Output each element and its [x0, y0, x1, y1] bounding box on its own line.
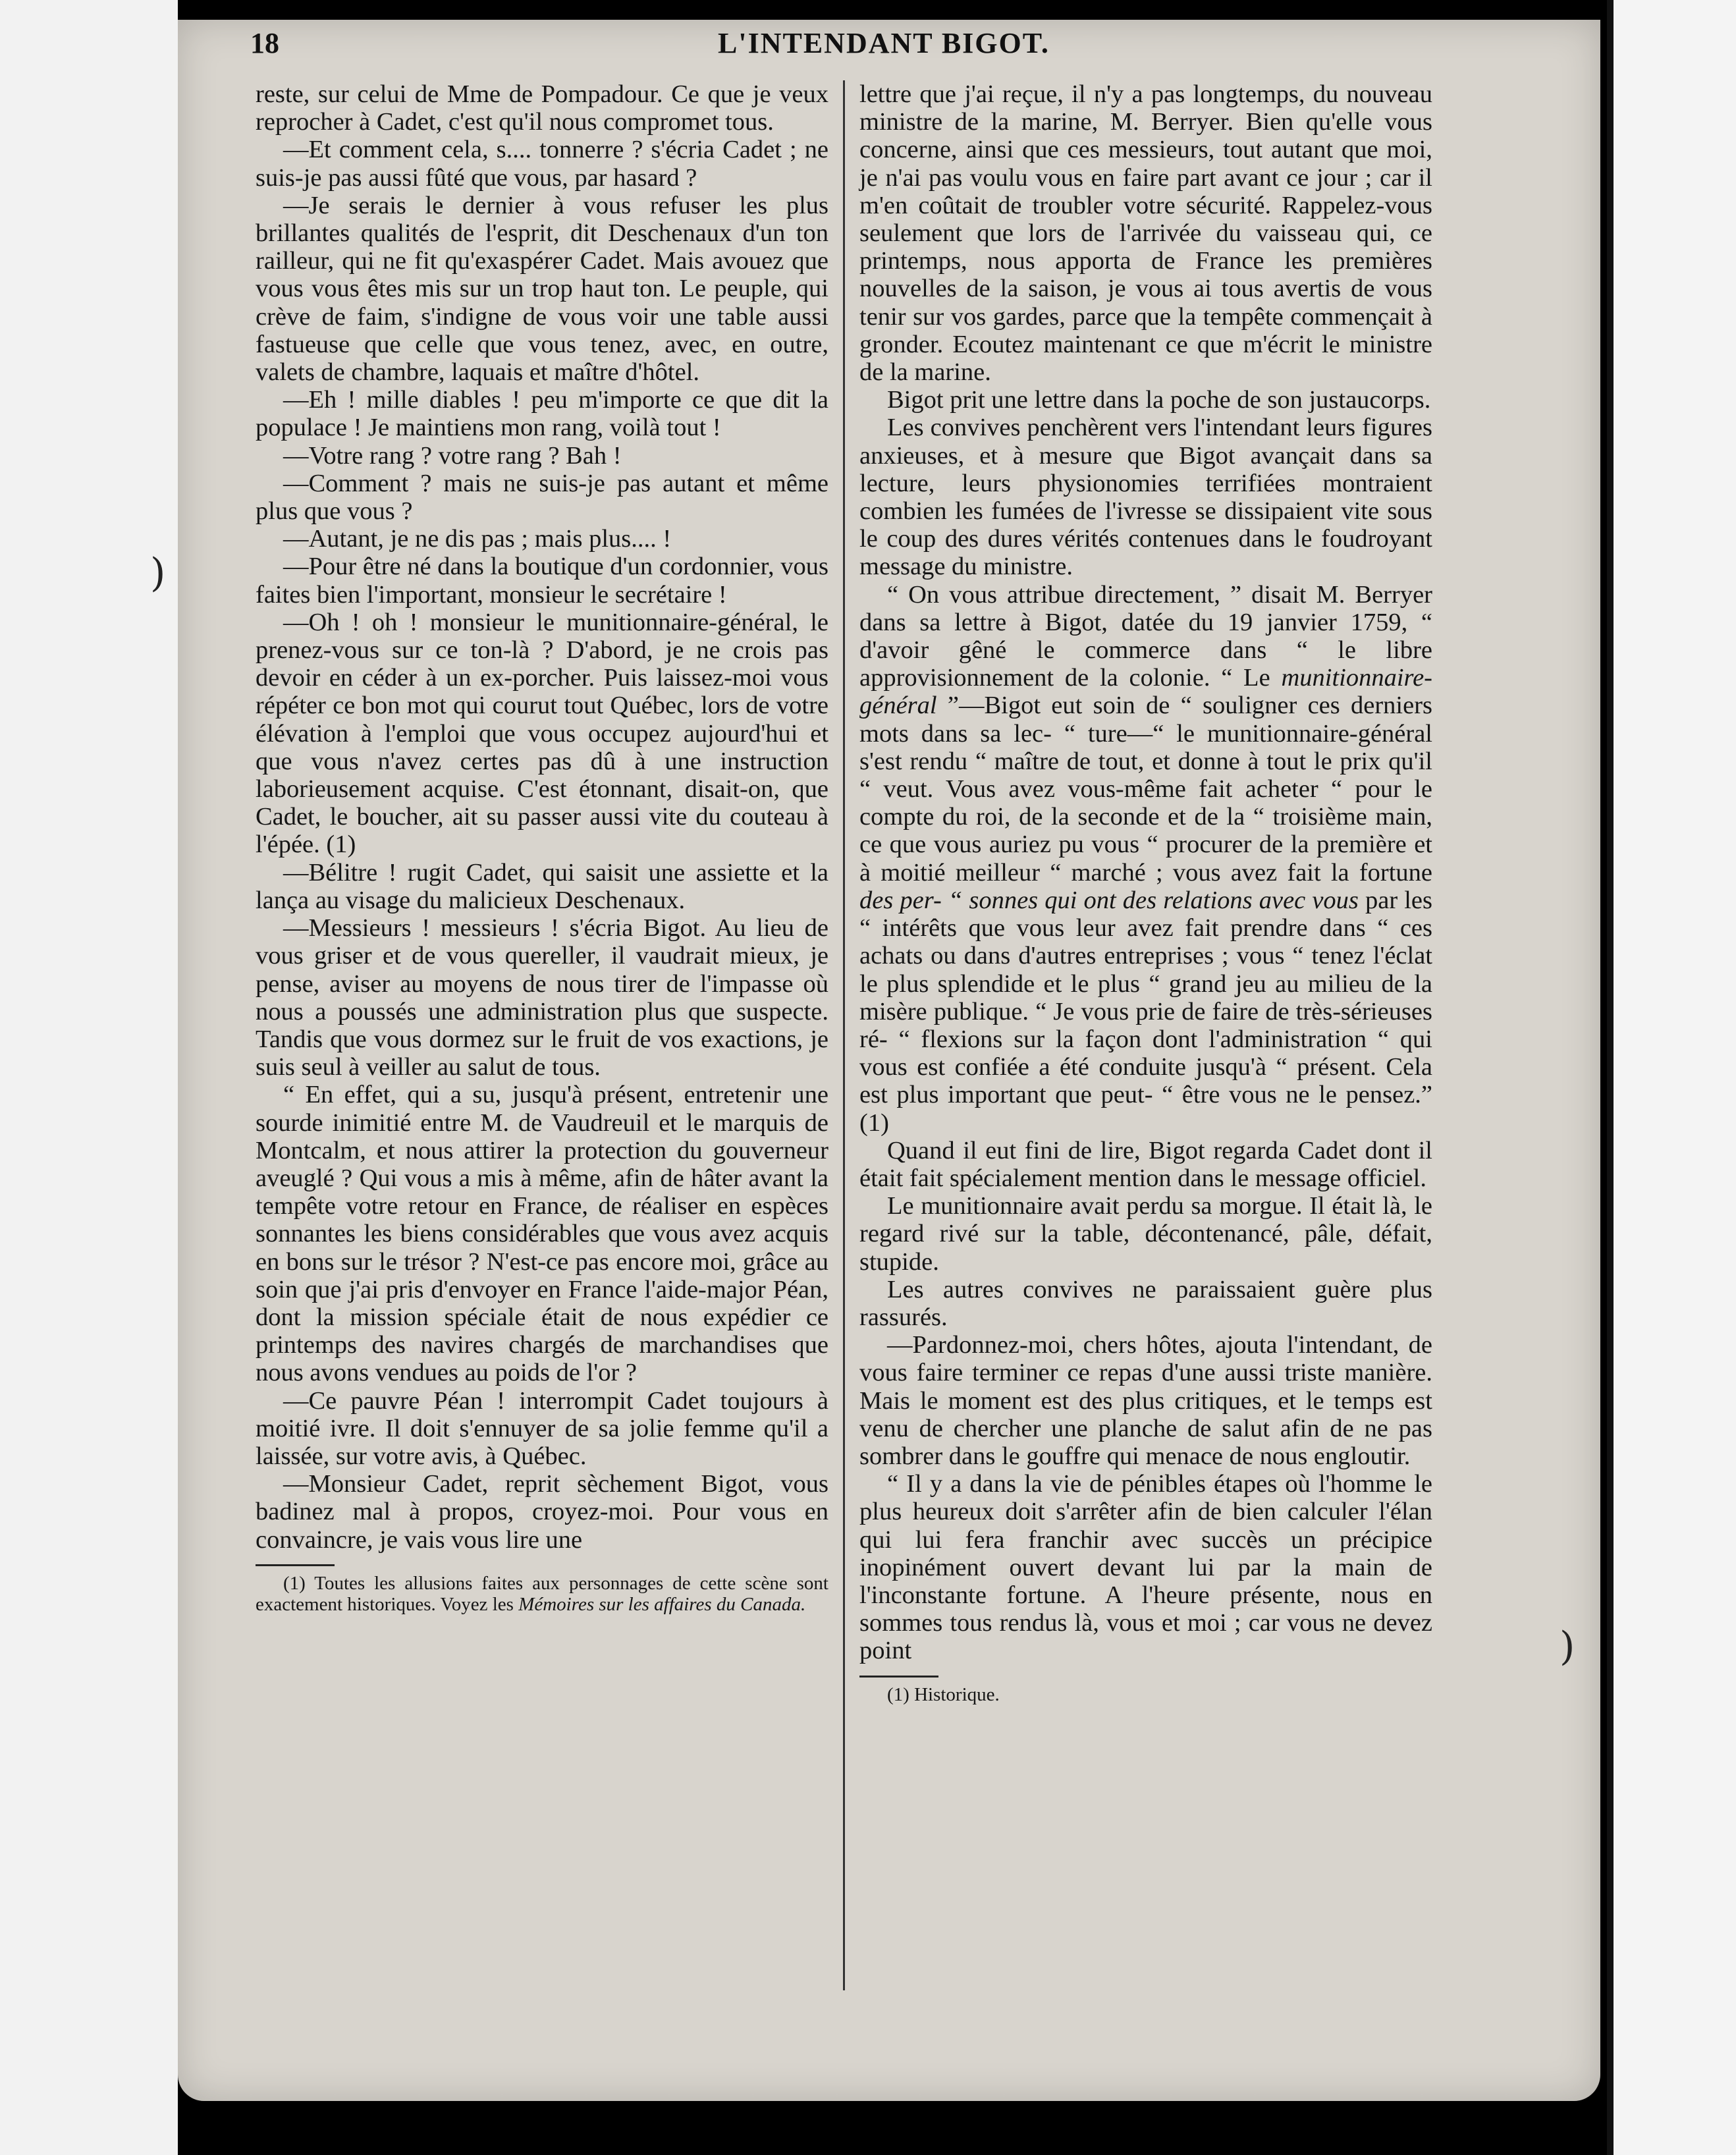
letter-text: par les “ intérêts que vous leur avez fait prendre dans “ ces achats ou dans d'autres entreprises ; vous “ tenez l'éclat le plus splendide et le plus “ grand jeu au milieu de la misère publique. “ Je vous prie de faire de très-sérieuses ré- “ flexions sur la façon dont l'administration “ qui vous est confiée a été conduite jusqu'à “ présent. Cela est plus important que peut- “ être vous ne le pensez.” (1) — [859, 886, 1432, 1137]
ministers-letter — [859, 581, 1432, 1137]
paragraph: reste, sur celui de Mme de Pompadour. Ce que je veux reprocher à Cadet, c'est qu'il nous compromet tous. — [256, 80, 828, 136]
right-edge-line — [1607, 0, 1614, 2155]
footnote-italic: Mémoires sur les affaires du Canada. — [518, 1593, 806, 1615]
footnote-rule — [859, 1676, 938, 1678]
paragraph: —Ce pauvre Péan ! interrompit Cadet toujours à moitié ivre. Il doit s'ennuyer de sa jolie femme qu'il a laissée, sur votre avis, à Québec. — [256, 1386, 828, 1470]
paragraph: —Autant, je ne dis pas ; mais plus.... ! — [283, 525, 672, 553]
paragraph: Quand il eut fini de lire, Bigot regarda Cadet dont il était fait spécialement mention dans le message officiel. — [859, 1136, 1432, 1192]
left-column — [256, 80, 828, 1615]
paragraph: Les convives penchèrent vers l'intendant leurs figures anxieuses, et à mesure que Bigot avançait dans sa lecture, leurs physionomies terrifiées montraient combien les fumées de l'ivresse se dissipaient vite sous le coup des dures vérités contenues dans le foudroyant message du ministre. — [859, 414, 1432, 581]
paragraph: “ Il y a dans la vie de pénibles étapes où l'homme le plus heureux doit s'arrêter afin de bien calculer l'élan qui lui fera franchir avec succès un précipice inopinément ouvert devant lui par la main de l'inconstante fortune. A l'heure présente, nous en sommes tous rendus là, vous et moi ; car vous ne devez point — [859, 1470, 1432, 1665]
page-number: 18 — [250, 27, 279, 59]
paragraph: —Pardonnez-moi, chers hôtes, ajouta l'intendant, de vous faire terminer ce repas d'une aussi triste manière. Mais le moment est des plus critiques, et le temps est venu de chercher une planche de salut afin de ne pas sombrer dans le gouffre qui menace de nous engloutir. — [859, 1331, 1432, 1470]
paragraph: —Bélitre ! rugit Cadet, qui saisit une assiette et la lança au visage du malicieux Deschenaux. — [256, 858, 828, 914]
letter-text: “ On vous attribue directement, ” disait M. Berryer dans sa lettre à Bigot, datée du 19 janvier 1759, “ d'avoir gêné le commerce dans “ le libre approvisionnement de la colonie. “ Le — [859, 580, 1432, 692]
paragraph: “ En effet, qui a su, jusqu'à présent, entretenir une sourde inimitié entre M. de Vaudreuil et le marquis de Montcalm, et nous attirer la protection du gouverneur aveuglé ? Qui vous a mis à même, afin de hâter avant la tempête votre retour en France, de réaliser en espèces sonnantes les biens considérables que vous avez acquis en bons sur le trésor ? N'est-ce pas encore moi, grâce au soin que j'ai pris d'envoyer en France l'aide-major Péan, dont la mission spéciale était de nous expédier ce printemps des navires chargés de marchandises que nous avons vendues au poids de l'or ? — [256, 1081, 828, 1387]
paragraph: —Votre rang ? votre rang ? Bah ! — [283, 441, 622, 470]
footnote-text: (1) Toutes les allusions faites aux personnages de cette scène sont exactement historiques. Voyez les — [256, 1572, 828, 1615]
paragraph: —Eh ! mille diables ! peu m'importe ce que dit la populace ! Je maintiens mon rang, voilà tout ! — [256, 386, 828, 442]
paragraph: Bigot prit une lettre dans la poche de son justaucorps. — [887, 386, 1431, 414]
letter-italic: munitionnaire-général — [859, 664, 1432, 720]
paragraph: —Et comment cela, s.... tonnerre ? s'écria Cadet ; ne suis-je pas aussi fûté que vous, par hasard ? — [256, 136, 828, 192]
footnote-rule — [256, 1564, 335, 1566]
left-margin-mark: ) — [150, 550, 166, 596]
right-margin-strip — [1607, 0, 1736, 2155]
page-header — [250, 26, 1436, 66]
paragraph: —Oh ! oh ! monsieur le munitionnaire-général, le prenez-vous sur ce ton-là ? D'abord, je ne crois pas devoir en céder à un ex-porcher. Puis laissez-moi vous répéter ce bon mot qui courut tout Québec, lors de votre élévation à l'emploi que vous occupez aujourd'hui et que vous n'avez certes pas dû à une instruction laborieusement acquise. C'est étonnant, disait-on, que Cadet, le boucher, ait su passer aussi vite du couteau à l'épée. (1) — [256, 608, 828, 859]
left-margin-strip — [0, 0, 178, 2155]
paragraph: —Pour être né dans la boutique d'un cordonnier, vous faites bien l'important, monsieur le secrétaire ! — [256, 553, 828, 609]
right-margin-mark: ) — [1560, 1623, 1575, 1670]
letter-text: ”—Bigot eut soin de “ souligner ces derniers mots dans sa lec- “ ture—“ le munitionnaire-général s'est rendu “ maître de tout, et donne à tout le prix qu'il “ veut. Vous avez vous-même fait acheter “ pour le compte du roi, de la seconde et de la “ troisième main, ce que vous auriez pu vous “ procurer de la première et à moitié meilleur “ marché ; vous avez fait la fortune — [859, 692, 1432, 887]
paragraph: —Je serais le dernier à vous refuser les plus brillantes qualités de l'esprit, dit Deschenaux d'un ton railleur, qui ne fit qu'exaspérer Cadet. Mais avouez que vous vous êtes mis sur un trop haut ton. Le peuple, qui crève de faim, s'indigne de vous voir une table aussi fastueuse que celle que vous tenez, avec, en outre, valets de chambre, laquais et maître d'hôtel. — [256, 191, 828, 387]
right-column — [859, 80, 1432, 1705]
paragraph: lettre que j'ai reçue, il n'y a pas longtemps, du nouveau ministre de la marine, M. Berryer. Bien qu'elle vous concerne, ainsi que ces messieurs, tout autant que moi, je n'ai pas voulu vous en faire part avant ce jour ; car il m'en coûtait de troubler votre sécurité. Rappelez-vous seulement que lors de l'arrivée du vaisseau qui, ce printemps, nous apporta de France les premières nouvelles de la saison, je vous ai tous avertis de vous tenir sur vos gardes, parce que la tempête commençait à gronder. Ecoutez maintenant ce que m'écrit le ministre de la marine. — [859, 80, 1432, 387]
paragraph: Le munitionnaire avait perdu sa morgue. Il était là, le regard rivé sur la table, décontenancé, pâle, défait, stupide. — [859, 1192, 1432, 1276]
column-divider — [843, 80, 845, 1990]
paragraph: —Monsieur Cadet, reprit sèchement Bigot, vous badinez mal à propos, croyez-moi. Pour vous en convaincre, je vais vous lire une — [256, 1470, 828, 1554]
footnote — [256, 1573, 828, 1615]
footnote: (1) Historique. — [887, 1683, 1000, 1705]
letter-italic: des per- “ sonnes qui ont des relations avec vous — [859, 886, 1359, 914]
paragraph: —Comment ? mais ne suis-je pas autant et même plus que vous ? — [256, 469, 828, 526]
paragraph: Les autres convives ne paraissaient guère plus rassurés. — [859, 1275, 1432, 1331]
paragraph: —Messieurs ! messieurs ! s'écria Bigot. Au lieu de vous griser et de vous quereller, il vaudrait mieux, je pense, aviser au moyens de nous tirer de l'impasse où nous a poussés une administration plus que suspecte. Tandis que vous dormez sur le fruit de vos exactions, je suis seul à veiller au salut de tous. — [256, 914, 828, 1081]
running-title: L'INTENDANT BIGOT. — [718, 27, 1050, 59]
